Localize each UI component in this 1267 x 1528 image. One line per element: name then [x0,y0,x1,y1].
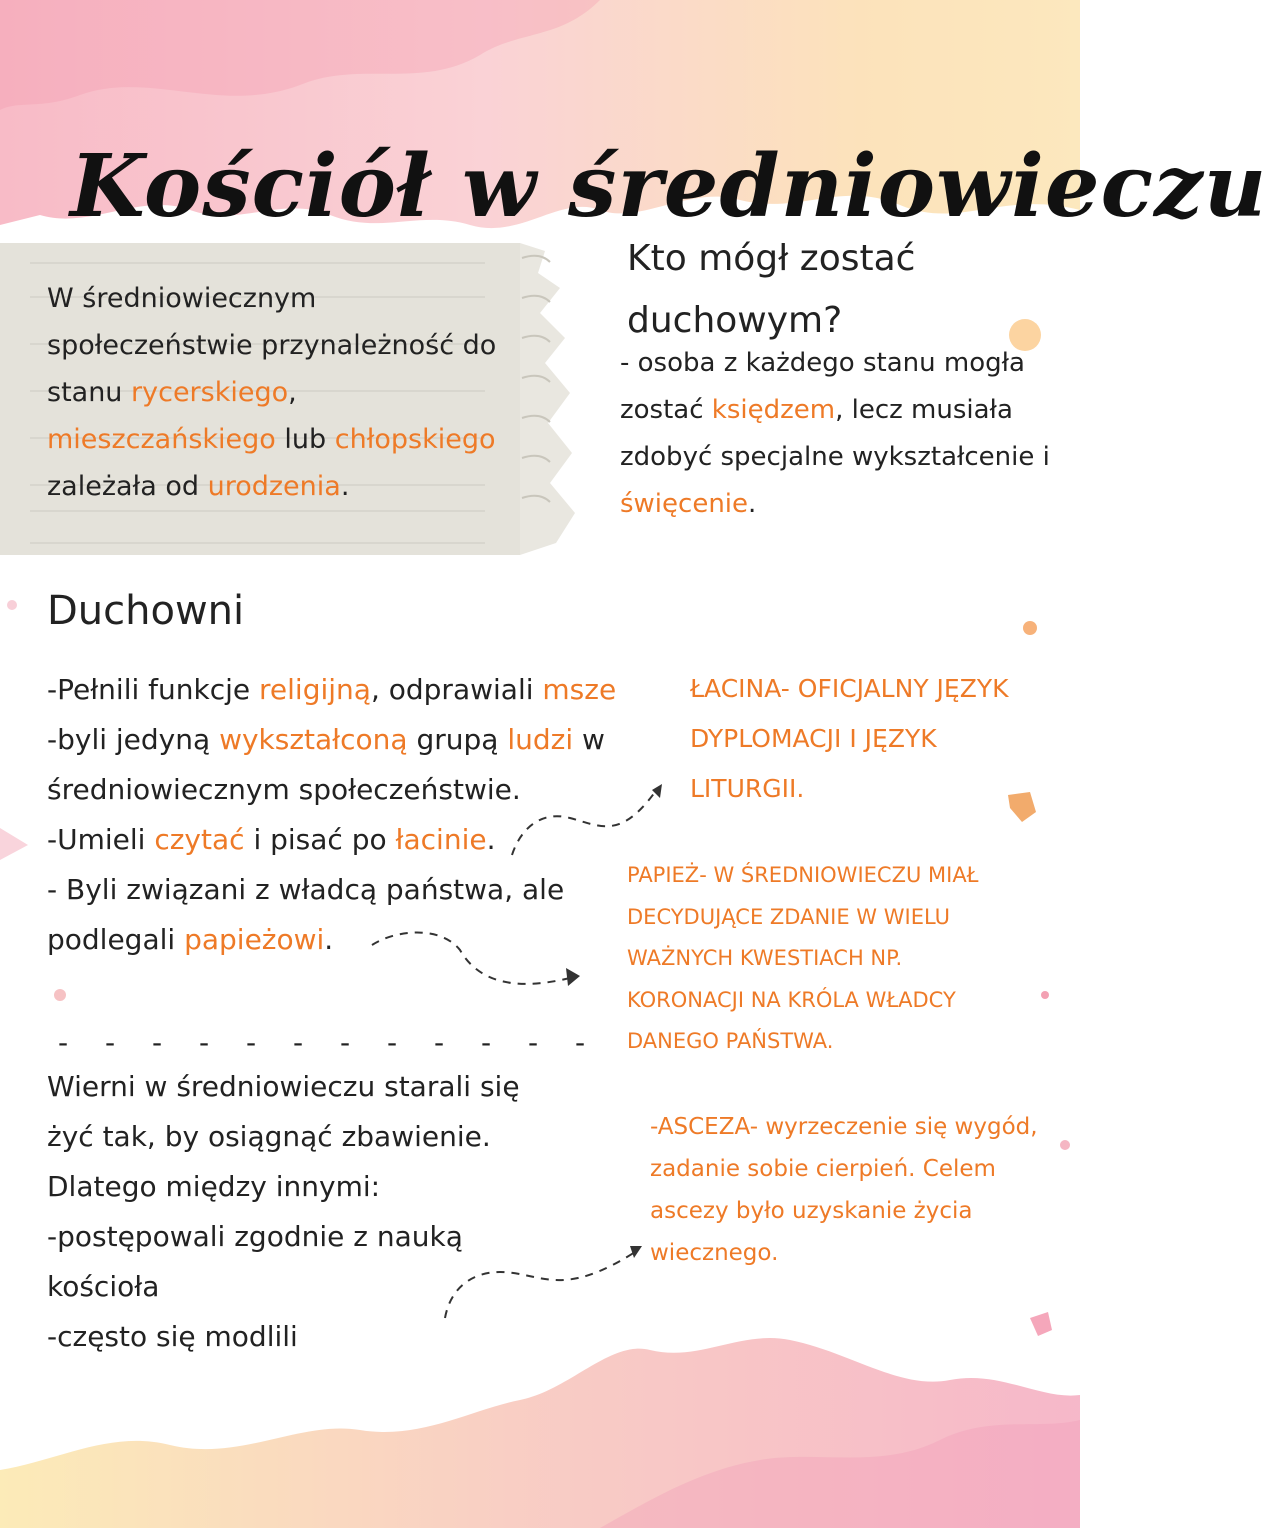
page-title: Kościół w średniowieczu [70,135,1267,237]
note-card-text [47,275,517,510]
list-item: -byli jedyną wykształconą grupą ludzi w [47,723,605,756]
question-answer [620,340,1070,528]
highlight-term: ludzi [507,723,574,756]
highlight-term: wykształconą [219,723,408,756]
highlight-term: papieżowi [184,923,325,956]
highlight-term: rycerskiego [131,377,289,408]
highlight-term: czytać [154,823,245,856]
answer-line: zdobyć specjalne wykształcenie i [620,442,1050,472]
note-line: społeczeństwie przynależność do [47,330,497,361]
note-line: zależała od urodzenia. [47,471,350,502]
highlight-term: księdzem [711,395,836,425]
note-line: mieszczańskiego lub chłopskiego [47,424,496,455]
highlight-term: msze [542,673,617,706]
answer-line: - osoba z każdego stanu mogła [620,348,1025,378]
answer-line: zostać księdzem, lecz musiała [620,395,1013,425]
list-item: -Umieli czytać i pisać po łacinie. [47,823,496,856]
section-heading-duchowni: Duchowni [47,588,245,634]
duchowni-list [47,665,647,965]
side-note-asceza: -ASCEZA- wyrzeczenie się wygód, zadanie sobie cierpień. Celem ascezy było uzyskanie życia wiecznego. [650,1114,1038,1266]
list-item: -Pełnili funkcje religijną, odprawiali msze [47,673,617,706]
highlight-term: łacinie [395,823,487,856]
answer-line: święcenie. [620,489,757,519]
highlight-term: chłopskiego [334,424,496,455]
wierni-paragraph: Wierni w średniowieczu starali się żyć tak, by osiągnąć zbawienie. Dlatego między innymi: -postępowali zgodnie z nauką kościoła -często się modlili [47,1070,520,1353]
highlight-term: religijną [259,673,371,706]
list-item: podlegali papieżowi. [47,923,334,956]
side-note-lacina: ŁACINA- OFICJALNY JĘZYK DYPLOMACJI I JĘZYK LITURGII. [690,674,1009,803]
note-line: stanu rycerskiego, [47,377,297,408]
highlight-term: święcenie [620,489,749,519]
highlight-term: mieszczańskiego [47,424,276,455]
question-heading: Kto mógł zostać duchowym? [627,238,916,341]
list-item: średniowiecznym społeczeństwie. [47,773,521,806]
dashed-separator: - - - - - - - - - - - - [58,1026,600,1059]
highlight-term: urodzenia [207,471,341,502]
note-line: W średniowiecznym [47,283,317,314]
list-item: - Byli związani z władcą państwa, ale [47,873,565,906]
side-note-papiez: PAPIEŻ- W ŚREDNIOWIECZU MIAŁ DECYDUJĄCE ZDANIE W WIELU WAŻNYCH KWESTIACH NP. KORONACJI NA KRÓLA WŁADCY DANEGO PAŃSTWA. [627,863,979,1053]
